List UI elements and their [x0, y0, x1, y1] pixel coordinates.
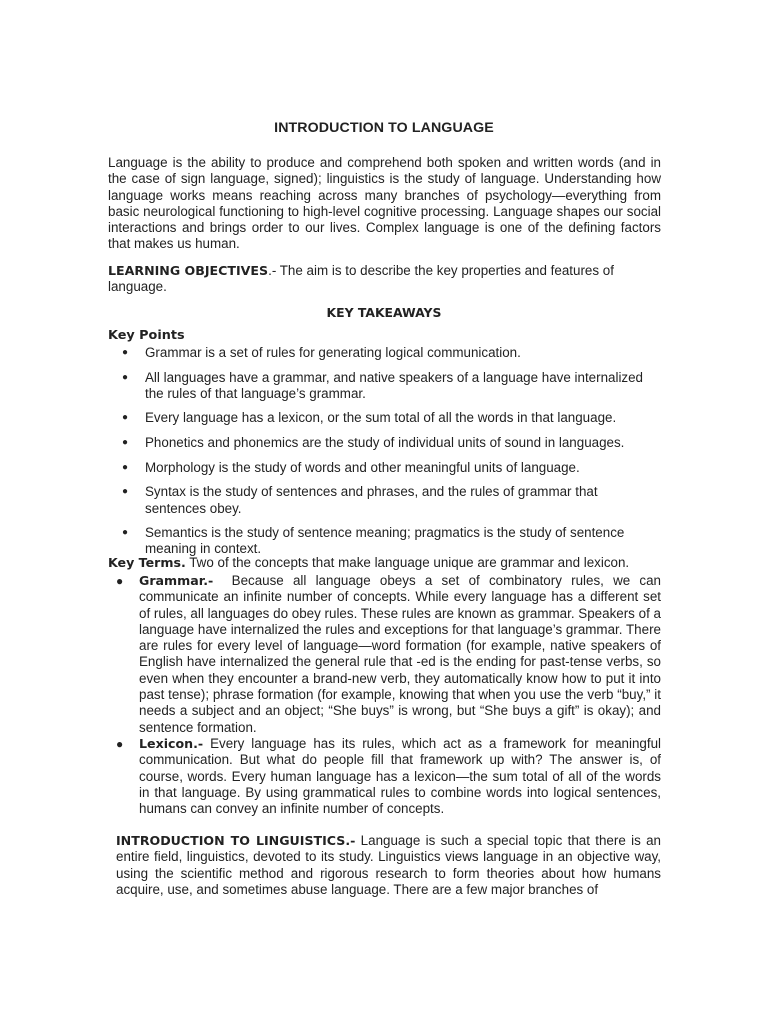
key-terms-label: Key Terms.: [108, 555, 186, 570]
key-terms-text: Two of the concepts that make language unique are grammar and lexicon.: [185, 555, 630, 570]
key-point-text: Semantics is the study of sentence meaning; pragmatics is the study of sentence meaning in context.: [145, 525, 625, 557]
learning-objectives-label: LEARNING OBJECTIVES: [108, 263, 269, 278]
linguistics-text: Language is such a special topic that there is an entire field, linguistics, devoted to its study. Linguistics views language in an objective way, using the scientific method and rigorous research to form theories about how humans acquire, use, and sometimes abuse language. There are a few major branches of: [116, 833, 661, 897]
key-point-item: [108, 370, 661, 403]
key-point-text: Phonetics and phonemics are the study of individual units of sound in languages.: [145, 435, 625, 451]
key-point-item: [108, 435, 661, 451]
key-point-text: Every language has a lexicon, or the sum total of all the words in that language.: [145, 410, 617, 426]
bullet-icon: ●: [122, 461, 129, 473]
key-terms-paragraph: [108, 555, 661, 571]
term-name-lexicon: Lexicon.-: [139, 735, 204, 751]
bullet-icon: ●: [122, 486, 129, 498]
key-points-heading: Key Points: [108, 328, 185, 343]
term-item-grammar: [108, 573, 665, 736]
bullet-icon: ●: [122, 412, 129, 424]
term-item-lexicon: [108, 736, 661, 817]
bullet-icon: ●: [116, 574, 124, 588]
key-points-list: [108, 345, 661, 566]
key-point-text: Morphology is the study of words and other meaningful units of language.: [145, 459, 580, 475]
key-point-item: [108, 410, 661, 426]
key-takeaways-heading: KEY TAKEAWAYS: [326, 305, 442, 320]
key-point-item: [108, 460, 661, 476]
learning-objectives-text: .- The aim is to describe the key properties and features of language.: [108, 263, 614, 295]
bullet-icon: ●: [122, 437, 129, 449]
document-title: INTRODUCTION TO LANGUAGE: [274, 120, 494, 136]
term-text-lexicon: Every language has its rules, which act as a framework for meaningful communication. But what do people fill that framework up with? The answer is, of course, words. Every human language has a lexicon—the sum total of all of the words in that language. By using grammatical rules to combine words into logical sentences, humans can convey an infinite number of concepts.: [139, 735, 661, 817]
linguistics-paragraph: [116, 833, 661, 898]
key-point-item: [108, 345, 661, 361]
bullet-icon: ●: [122, 347, 129, 358]
term-text-grammar: Because all language obeys a set of combinatory rules, we can communicate an infinite number of concepts. While every language has a different set of rules, all languages do obey rules. These rules are known as grammar. Speakers of a language have internalized the rules and exceptions for that language’s grammar. There are rules for every level of language—word formation (for example, native speakers of English have internalized the general rule that -ed is the ending for past-tense verbs, so even when they encounter a brand-new verb, they automatically know how to put it into past tense); phrase formation (for example, knowing that when you use the verb “buy,” it needs a subject and an object; “She buys” is wrong, but “She buys a gift” is okay); and sentence formation.: [139, 573, 665, 735]
bullet-icon: ●: [122, 527, 129, 539]
key-point-text: Syntax is the study of sentences and phrases, and the rules of grammar that sentences obey.: [145, 484, 598, 516]
key-point-item: [108, 525, 661, 558]
key-point-text: All languages have a grammar, and native speakers of a language have internalized the rules of that language’s grammar.: [145, 369, 644, 401]
learning-objectives-paragraph: [108, 263, 661, 296]
intro-paragraph: Language is the ability to produce and comprehend both spoken and written words (and in the case of sign language, signed); linguistics is the study of language. Understanding how language works means reaching across many branches of psychology—everything from basic neurological functioning to high-level cognitive processing. Language shapes our social interactions and brings order to our lives. Complex language is one of the defining factors that makes us human.: [108, 155, 661, 252]
term-name-grammar: Grammar.-: [139, 573, 214, 588]
bullet-icon: ●: [116, 736, 124, 751]
key-point-text: Grammar is a set of rules for generating logical communication.: [145, 345, 521, 360]
key-terms-list: [108, 573, 665, 817]
key-point-item: [108, 484, 661, 517]
bullet-icon: ●: [122, 371, 129, 383]
linguistics-label: INTRODUCTION TO LINGUISTICS.-: [116, 833, 356, 848]
